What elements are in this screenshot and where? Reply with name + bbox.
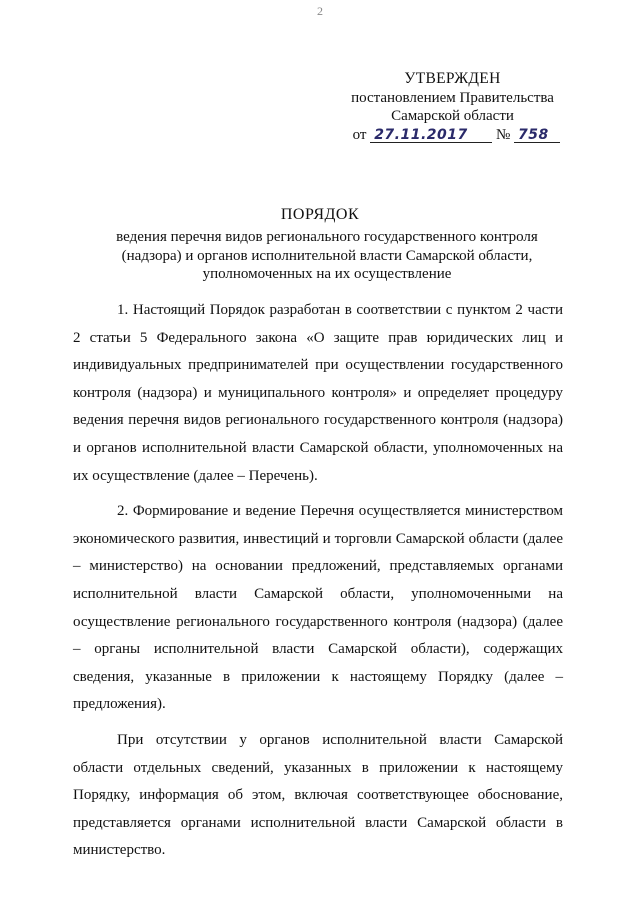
handwritten-date: 27.11.2017 xyxy=(370,128,492,143)
number-prefix: № xyxy=(495,126,511,143)
paragraph-2: 2. Формирование и ведение Перечня осуществляется министерством экономического развития, инвестиций и торговли Самарской области (далее – министерство) на основании предложений, представляемых органами исполнительной власти Самарской области, уполномоченными на осуществление регионального государственного контроля (надзора) (далее – органы исполнительной власти Самарской области), содержащих сведения, указанные в приложении к настоящему Порядку (далее – предложения). xyxy=(73,503,563,713)
paragraph-3: При отсутствии у органов исполнительной власти Самарской области отдельных сведений, указанных в приложении к настоящему Порядку, информация об этом, включая соответствующее обоснование, представляется органами исполнительной власти Самарской области в министерство. xyxy=(73,731,563,859)
approval-line-1: постановлением Правительства xyxy=(351,89,554,106)
approval-heading: УТВЕРЖДЕН xyxy=(404,70,501,87)
document-subtitle: ведения перечня видов регионального государственного контроля (надзора) и органов исполнительной власти Самарской области, уполномоченных на их осуществление xyxy=(116,229,538,282)
approval-line-2: Самарской области xyxy=(391,108,514,124)
document-title: ПОРЯДОК xyxy=(280,206,360,223)
date-prefix: от xyxy=(352,126,367,143)
approval-reference xyxy=(345,126,560,145)
paragraph-1: 1. Настоящий Порядок разработан в соответствии с пунктом 2 части 2 статьи 5 Федерального закона «О защите прав юридических лиц и индивидуальных предпринимателей при осуществлении государственного контроля (надзора) и муниципального контроля» и определяет процедуру ведения перечня видов регионального государственного контроля (надзора) и органов исполнительной власти Самарской области, уполномоченных на их осуществление (далее – Перечень). xyxy=(73,302,563,484)
document-body xyxy=(73,297,563,865)
handwritten-number: 758 xyxy=(514,128,560,143)
page-number: 2 xyxy=(317,4,323,18)
approval-block xyxy=(345,70,560,144)
